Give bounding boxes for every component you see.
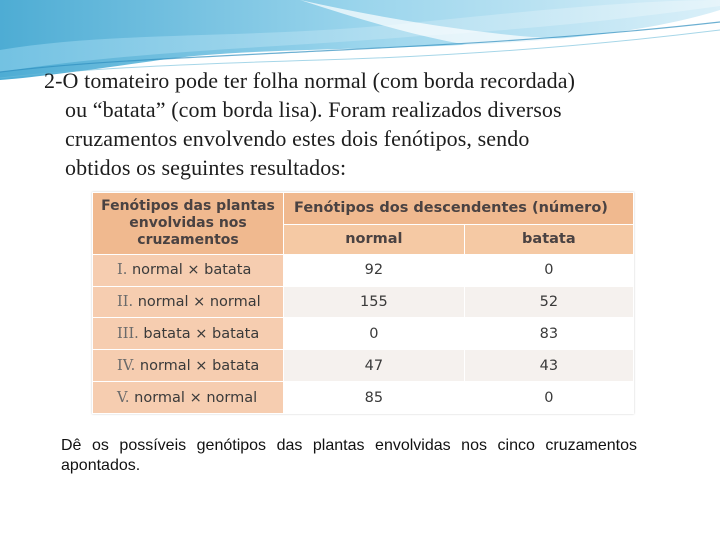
batata-count: 83 [464,318,633,350]
question-line: cruzamentos envolvendo estes dois fenótipos, sendo [65,126,530,151]
question-text [44,66,694,182]
batata-count: 0 [464,254,633,286]
offspring-phenotypes-header: Fenótipos dos descendentes (número) [284,193,634,225]
cross-cell [93,254,284,286]
cross-cell [93,382,284,414]
table-row [93,350,634,382]
cross-cell [93,286,284,318]
batata-count: 52 [464,286,633,318]
row-numeral: II. [117,293,134,310]
table-row [93,286,634,318]
row-numeral: III. [117,325,139,342]
normal-count: 155 [284,286,465,318]
batata-count: 0 [464,382,633,414]
phenotype-table-image [92,192,634,414]
cross-label: normal × normal [134,389,258,406]
cross-cell [93,318,284,350]
cross-cell [93,350,284,382]
normal-count: 92 [284,254,465,286]
table-row [93,382,634,414]
table-row [93,254,634,286]
normal-count: 0 [284,318,465,350]
row-numeral: IV. [117,357,136,374]
parent-phenotypes-header: Fenótipos das plantas envolvidas nos cruzamentos [93,193,284,255]
cross-label: batata × batata [143,325,260,342]
normal-count: 47 [284,350,465,382]
cross-label: normal × batata [139,357,260,374]
question-line: obtidos os seguintes resultados: [65,155,347,180]
question-line: ou “batata” (com borda lisa). Foram realizados diversos [65,97,562,122]
row-numeral: V. [117,389,130,406]
cross-label: normal × batata [131,262,252,279]
phenotype-table [92,192,634,414]
table-row [93,318,634,350]
batata-count: 43 [464,350,633,382]
normal-count: 85 [284,382,465,414]
column-header-normal: normal [284,224,465,254]
cross-label: normal × normal [137,293,261,310]
row-numeral: I. [117,262,128,279]
column-header-batata: batata [464,224,633,254]
question-line: 2-O tomateiro pode ter folha normal (com borda recordada) [44,68,576,93]
exercise-prompt: Dê os possíveis genótipos das plantas envolvidas nos cinco cruzamentos apontados. [61,437,637,474]
